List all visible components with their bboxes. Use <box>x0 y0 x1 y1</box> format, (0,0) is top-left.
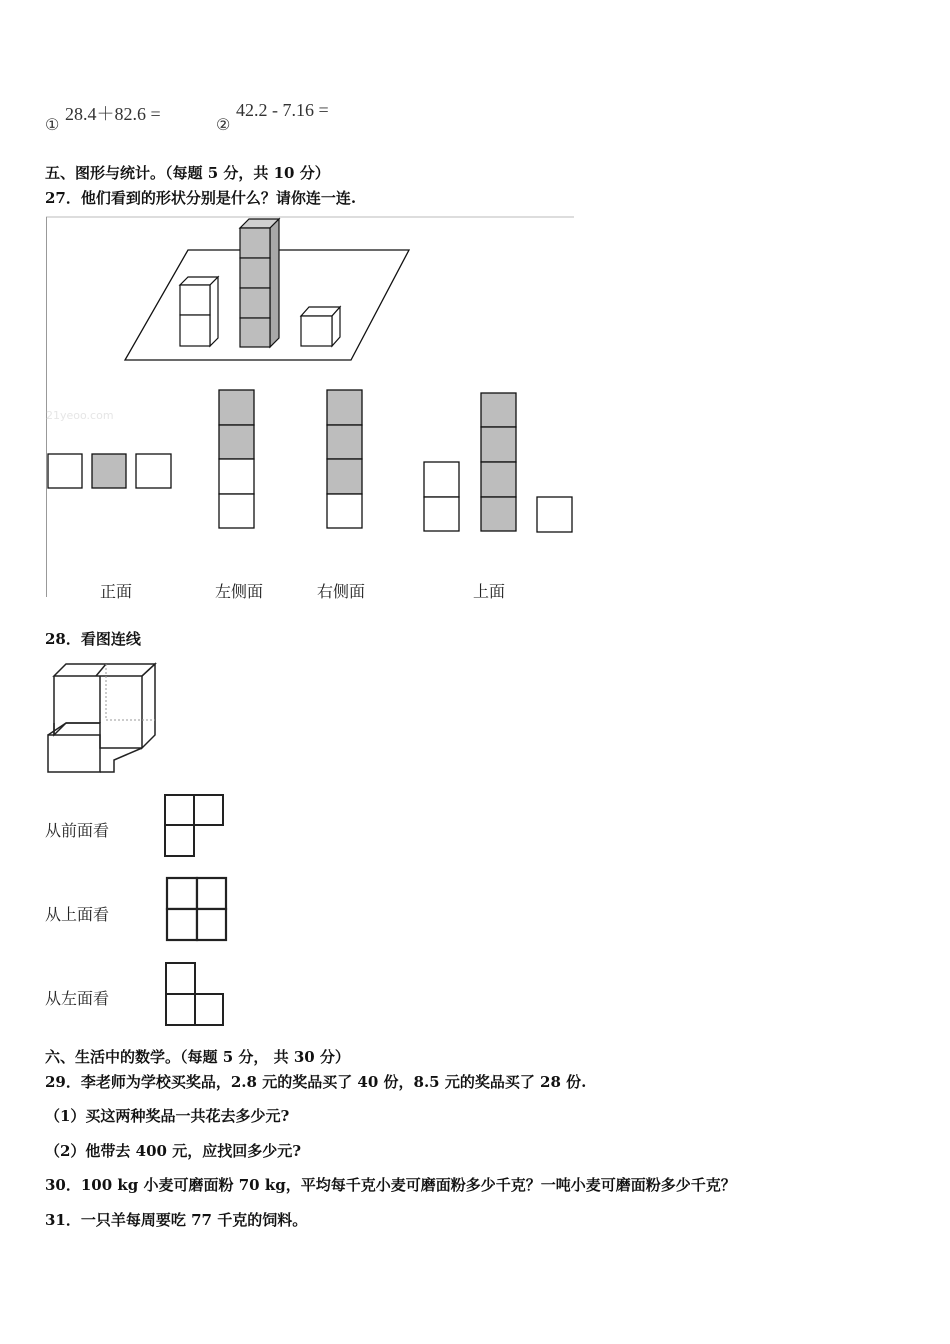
view-from-top-label: 从上面看 <box>45 905 110 924</box>
watermark: 21yeoo.com <box>46 409 114 422</box>
q1-marker: ① <box>45 117 60 134</box>
cube-stack-left <box>180 277 218 346</box>
q27-figure <box>46 217 574 601</box>
section-5-title: 五、图形与统计。（每题 5 分，共 10 分） <box>45 164 330 182</box>
q27-figure-drawing <box>46 217 574 597</box>
view-from-top-shape <box>163 875 229 943</box>
view-option-right-side <box>327 390 362 528</box>
section-6-title: 六、生活中的数学。（每题 5 分， 共 30 分） <box>45 1048 350 1066</box>
question-31-text: 31．一只羊每周要吃 77 千克的饲料。 <box>45 1211 308 1229</box>
q1-expression: 28.4＋82.6 = <box>65 104 161 124</box>
question-30-text: 30．100 kg 小麦可磨面粉 70 kg，平均每千克小麦可磨面粉多少千克？一吨小麦可磨面粉多少千克？ <box>45 1176 736 1194</box>
view-from-front-shape <box>163 793 225 859</box>
question-29-part-2: （2）他带去 400 元，应找回多少元? <box>45 1142 301 1160</box>
question-29-part-1: （1）买这两种奖品一共花去多少元? <box>45 1107 290 1125</box>
view-option-front <box>48 454 171 488</box>
view-label-left-side: 左侧面 <box>215 582 264 601</box>
q28-solid-figure <box>44 660 156 776</box>
view-option-left-side <box>219 390 254 528</box>
question-29-text: 29．李老师为学校买奖品，2.8 元的奖品买了 40 份，8.5 元的奖品买了 28 份. <box>45 1073 587 1091</box>
q2-marker: ② <box>216 117 231 134</box>
view-from-left-shape <box>163 960 225 1028</box>
q2-expression: 42.2 - 7.16 = <box>236 100 329 120</box>
view-label-front: 正面 <box>100 582 133 601</box>
cube-stack-middle <box>240 219 279 347</box>
view-from-left-label: 从左面看 <box>45 989 110 1008</box>
question-27-text: 27．他们看到的形状分别是什么？请你连一连. <box>45 189 357 207</box>
cube-single-right <box>301 307 340 346</box>
question-28-text: 28．看图连线 <box>45 630 141 648</box>
view-from-front-label: 从前面看 <box>45 821 110 840</box>
view-option-top <box>424 393 572 532</box>
view-label-top: 上面 <box>473 582 506 601</box>
view-label-right-side: 右侧面 <box>317 582 366 601</box>
